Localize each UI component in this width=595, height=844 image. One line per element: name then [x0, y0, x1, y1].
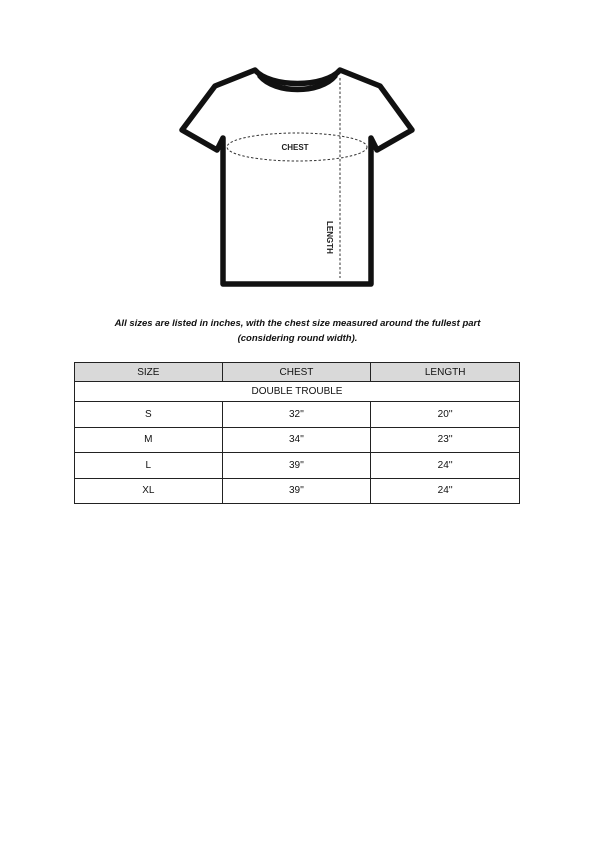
table-row — [75, 453, 520, 479]
cell-length: 23'' — [371, 427, 520, 453]
header-size: SIZE — [75, 363, 223, 382]
cell-length: 24'' — [371, 478, 520, 504]
group-label: DOUBLE TROUBLE — [75, 382, 520, 402]
header-length: LENGTH — [371, 363, 520, 382]
chest-label: CHEST — [281, 143, 309, 152]
cell-size: L — [75, 453, 223, 479]
cell-chest: 39'' — [222, 453, 371, 479]
table-header-row — [75, 363, 520, 382]
cell-length: 20'' — [371, 402, 520, 428]
tshirt-outline-icon — [175, 58, 420, 290]
group-row — [75, 382, 520, 402]
cell-chest: 39'' — [222, 478, 371, 504]
cell-chest: 32'' — [222, 402, 371, 428]
measurement-note-line-1: All sizes are listed in inches, with the chest size measured around the fullest part — [114, 318, 481, 329]
header-chest: CHEST — [222, 363, 371, 382]
cell-chest: 34'' — [222, 427, 371, 453]
measurement-note-line-2: (considering round width). — [237, 333, 358, 344]
size-chart-table — [74, 362, 520, 504]
length-label: LENGTH — [325, 221, 334, 254]
cell-size: M — [75, 427, 223, 453]
table-row — [75, 402, 520, 428]
table-row — [75, 478, 520, 504]
cell-size: XL — [75, 478, 223, 504]
cell-length: 24'' — [371, 453, 520, 479]
table-row — [75, 427, 520, 453]
cell-size: S — [75, 402, 223, 428]
shirt-outline — [182, 70, 412, 284]
